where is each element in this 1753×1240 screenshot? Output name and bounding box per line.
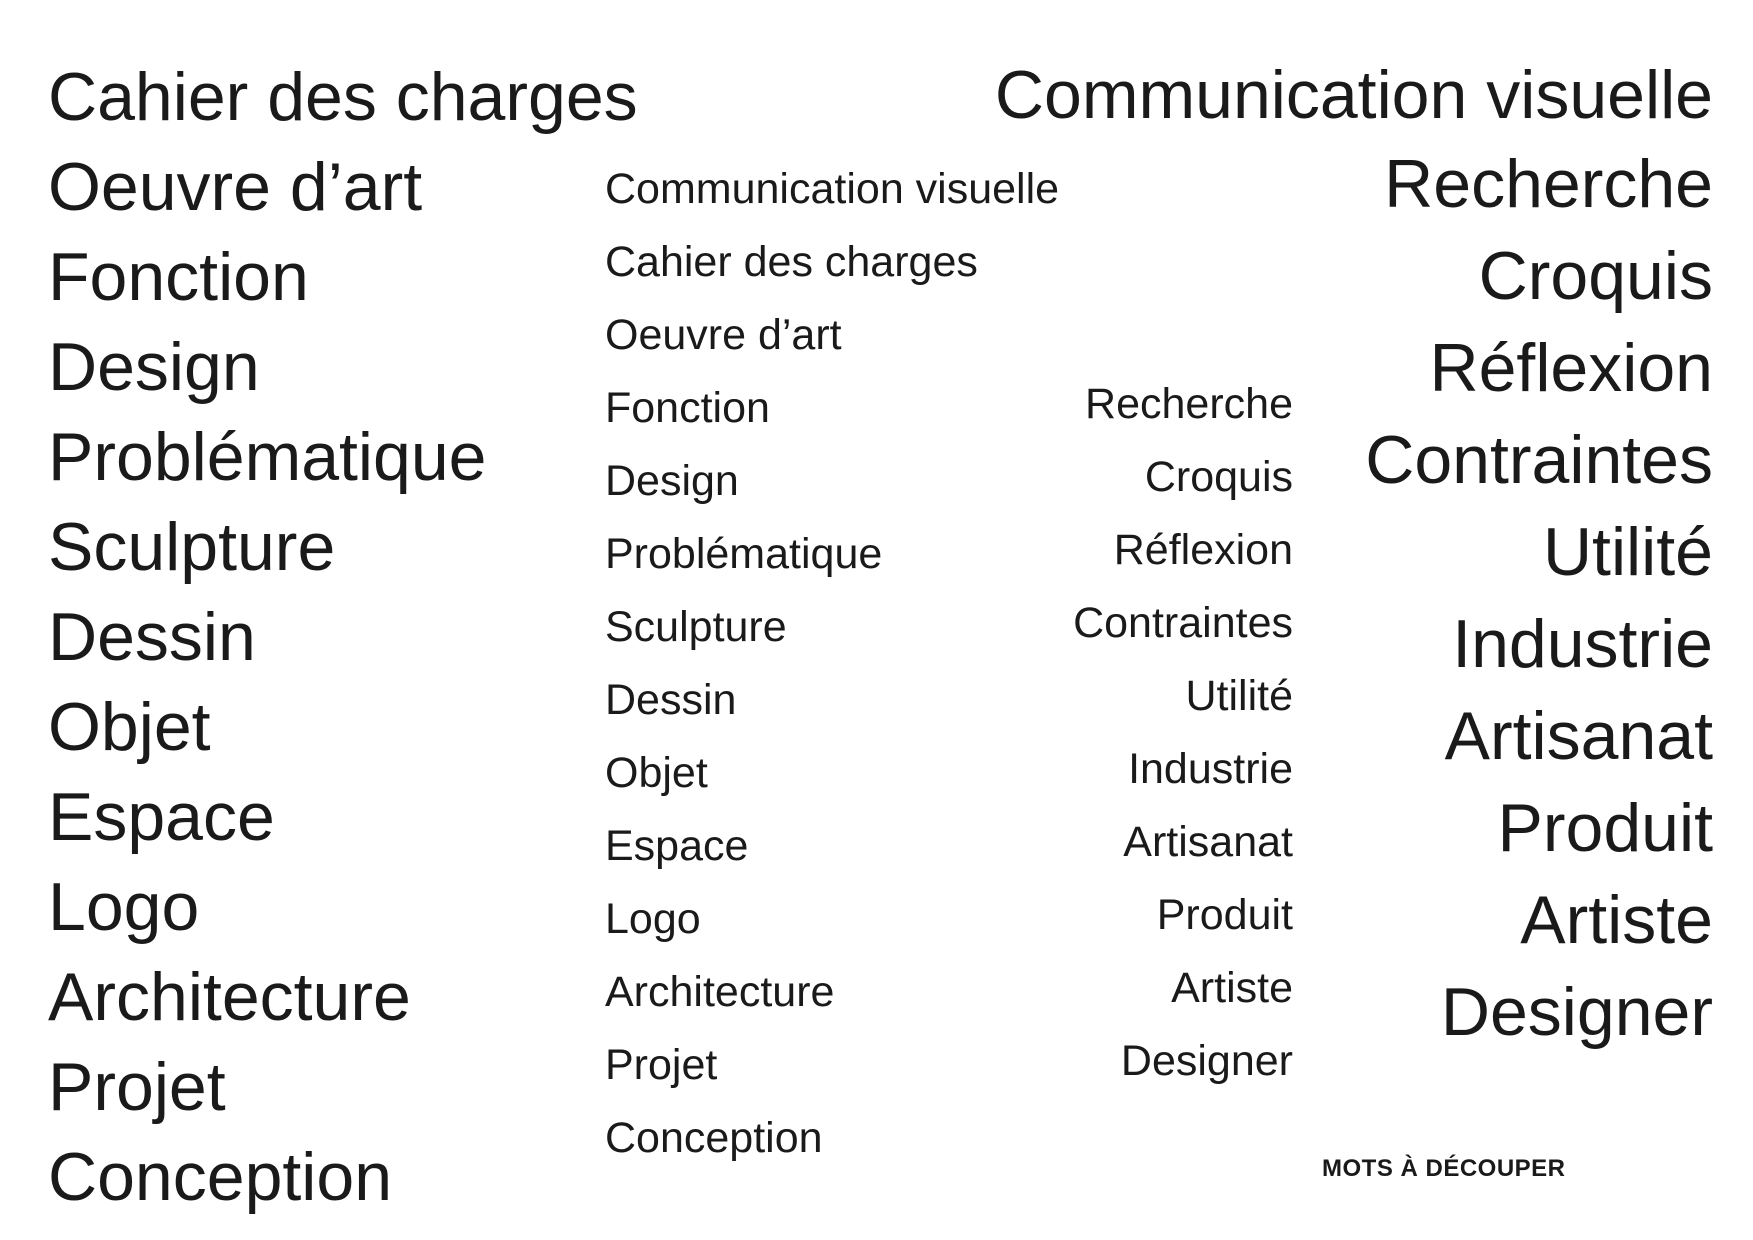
word-item: Architecture (605, 968, 835, 1016)
large-left-word-list (48, 52, 638, 1222)
word-item: Artisanat (1444, 698, 1713, 774)
word-item: Sculpture (605, 603, 787, 651)
word-item: Industrie (1128, 745, 1293, 793)
word-item: Logo (605, 895, 701, 943)
word-item: Recherche (1085, 380, 1293, 428)
word-item: Fonction (605, 384, 770, 432)
word-item: Designer (1440, 974, 1713, 1050)
word-item: Cahier des charges (605, 238, 978, 286)
word-item: Cahier des charges (48, 59, 638, 135)
word-item: Objet (48, 689, 211, 765)
word-item: Oeuvre d’art (605, 311, 842, 359)
word-item: Fonction (48, 239, 309, 315)
word-item: Produit (1497, 790, 1713, 866)
word-item: Designer (1120, 1037, 1293, 1085)
word-item: Croquis (1144, 453, 1293, 501)
word-item: Projet (48, 1049, 226, 1125)
word-item: Design (48, 329, 260, 405)
word-item: Objet (605, 749, 708, 797)
small-right-word-list (1073, 368, 1293, 1098)
word-item: Conception (48, 1139, 393, 1215)
word-item: Dessin (605, 676, 737, 724)
word-item: Problématique (48, 419, 487, 495)
word-item: Sculpture (48, 509, 336, 585)
word-item: Réflexion (1429, 330, 1713, 406)
word-item: Architecture (48, 959, 411, 1035)
word-item: Artiste (1171, 964, 1293, 1012)
large-right-heading: Communication visuelle (994, 57, 1713, 133)
word-item: Produit (1156, 891, 1293, 939)
word-item: Conception (605, 1114, 823, 1162)
word-item: Espace (605, 822, 749, 870)
large-right-word-list (1365, 138, 1713, 1058)
word-item: Artiste (1520, 882, 1713, 958)
word-item: Dessin (48, 599, 256, 675)
word-item: Utilité (1542, 514, 1713, 590)
word-item: Croquis (1478, 238, 1713, 314)
word-item: Problématique (605, 530, 883, 578)
word-item: Recherche (1384, 146, 1713, 222)
word-item: Réflexion (1113, 526, 1293, 574)
small-left-word-list (605, 153, 1059, 1175)
word-item: Espace (48, 779, 275, 855)
footer-label: MOTS À DÉCOUPER (1322, 1155, 1566, 1182)
word-item: Contraintes (1365, 422, 1713, 498)
word-item: Artisanat (1123, 818, 1293, 866)
word-item: Communication visuelle (605, 165, 1060, 213)
word-item: Utilité (1185, 672, 1293, 720)
word-item: Design (605, 457, 739, 505)
word-item: Contraintes (1073, 599, 1293, 647)
word-item: Projet (605, 1041, 718, 1089)
word-item: Oeuvre d’art (48, 149, 423, 225)
word-item: Logo (48, 869, 200, 945)
word-item: Industrie (1452, 606, 1713, 682)
